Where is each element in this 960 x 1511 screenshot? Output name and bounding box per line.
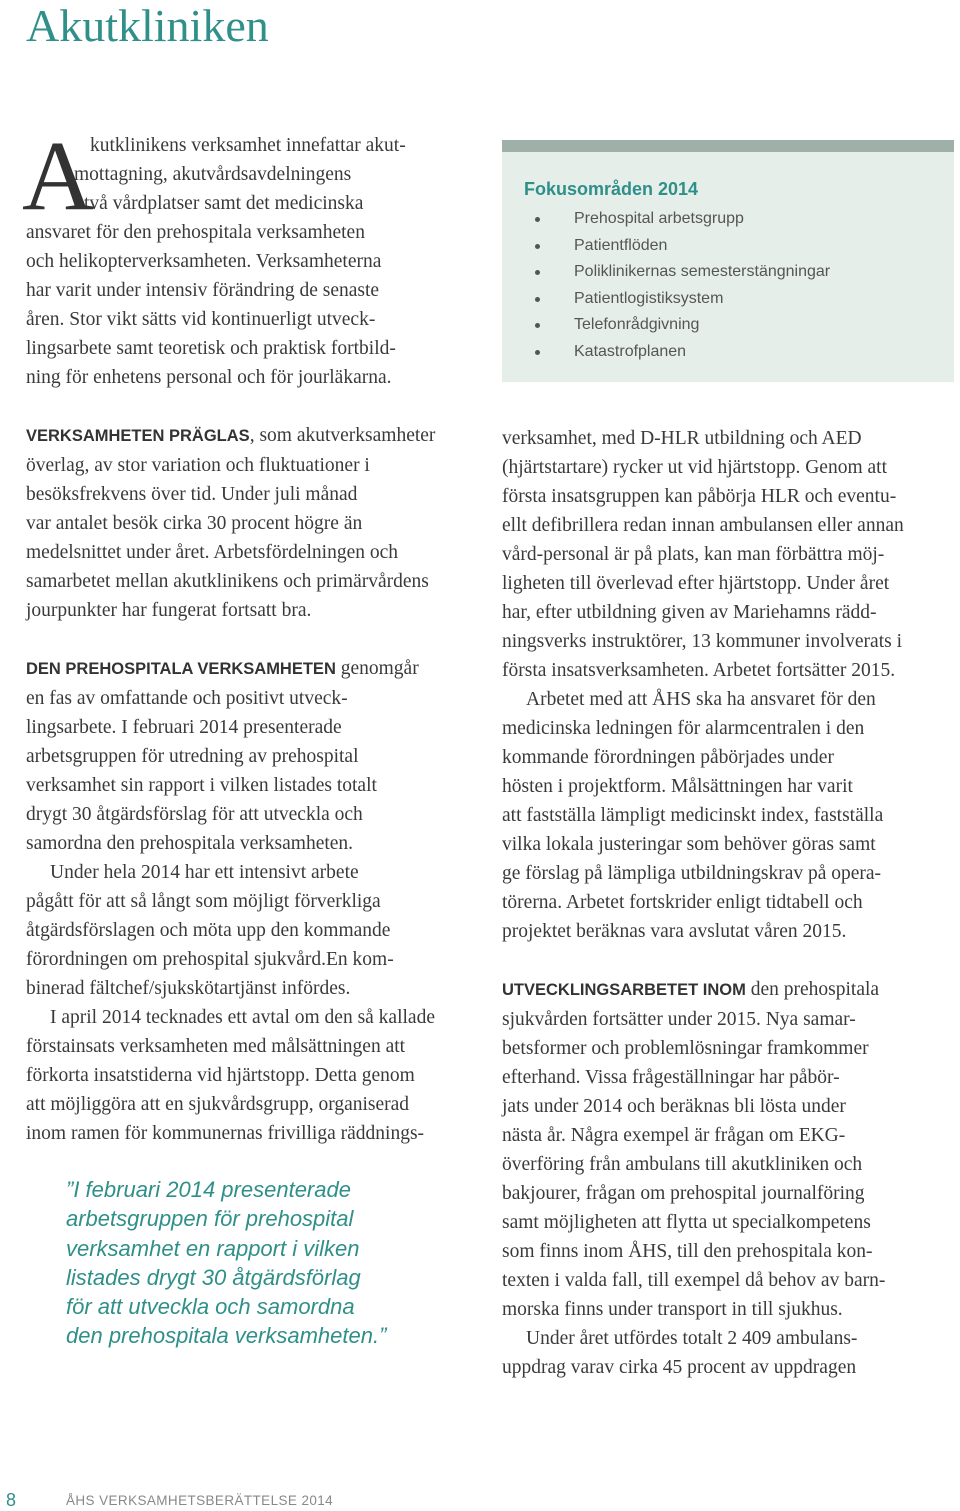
paragraph-i-april-2014 — [26, 1003, 481, 1148]
text-line: att fastställa lämpligt medicinskt index, fastställa — [502, 805, 884, 826]
text-line: vilka lokala justeringar som behöver göras samt — [502, 834, 876, 855]
text-line: en fas av omfattande och positivt utveck- — [26, 688, 348, 709]
text-line: Under hela 2014 har ett intensivt arbete — [50, 862, 359, 883]
text-line: Under året utfördes totalt 2 409 ambulans- — [526, 1328, 858, 1349]
text-line: har, efter utbildning given av Mariehamns rädd- — [502, 602, 877, 623]
text-line: förstainsats verksamheten med målsättningen att — [26, 1036, 406, 1057]
text-line: jourpunkter har fungerat fortsatt bra. — [26, 600, 312, 621]
paragraph-prehospitala — [26, 654, 481, 858]
text-line: binerad fältchef/sjukskötartjänst infördes. — [26, 978, 351, 999]
text-line: åtgärdsförslagen och möta upp den kommande — [26, 920, 391, 941]
quote-line: verksamhet en rapport i vilken — [66, 1235, 360, 1261]
lead-in-caps: VERKSAMHETEN PRÄGLAS — [26, 427, 250, 445]
intro-line: har varit under intensiv förändring de senaste — [26, 280, 380, 301]
text-line: jats under 2014 och beräknas bli lösta under — [502, 1096, 846, 1117]
intro-line: mottagning, akutvårdsavdelningens — [74, 164, 352, 185]
text-line: sjukvården fortsätter under 2015. Nya samar- — [502, 1009, 856, 1030]
quote-line: den prehospitala verksamheten.” — [66, 1323, 387, 1349]
text-line: kommande förordningen påbörjades under — [502, 747, 834, 768]
text-line: nästa år. Några exempel är frågan om EKG- — [502, 1125, 846, 1146]
intro-line: ning för enhetens personal och för jourläkarna. — [26, 367, 392, 388]
text-line: Arbetet med att ÅHS ska ha ansvaret för den — [526, 689, 876, 710]
left-column — [26, 421, 481, 1148]
focus-area-item: Poliklinikernas semesterstängningar — [524, 259, 830, 286]
text-line: samt möjligheten att flytta ut specialkompetens — [502, 1212, 871, 1233]
paragraph-verksamheten — [26, 421, 481, 625]
text-line: ligheten till överlevad efter hjärtstopp. Under året — [502, 573, 890, 594]
lead-in-caps: DEN PREHOSPITALA VERKSAMHETEN — [26, 660, 336, 678]
drop-cap: A — [22, 120, 95, 231]
text-line: första insatsverksamheten. Arbetet fortsätter 2015. — [502, 660, 896, 681]
text-line: första insatsgruppen kan påbörja HLR och eventu- — [502, 486, 897, 507]
text-line: var antalet besök cirka 30 procent högre än — [26, 513, 363, 534]
paragraph-ambulansuppdrag — [502, 1324, 954, 1382]
paragraph-utvecklingsarbetet — [502, 975, 954, 1324]
text-line: besöksfrekvens över tid. Under juli månad — [26, 484, 358, 505]
text-line: texten i valda fall, till exempel då behov av barn- — [502, 1270, 886, 1291]
focus-areas-list — [524, 206, 830, 366]
text-line: förkorta insatstiderna vid hjärtstopp. Detta genom — [26, 1065, 415, 1086]
intro-line: och helikopterverksamheten. Verksamheterna — [26, 251, 382, 272]
intro-line: lingsarbete samt teoretisk och praktisk fortbild- — [26, 338, 396, 359]
intro-line: ansvaret för den prehospitala verksamheten — [26, 222, 365, 243]
page-footer — [0, 1488, 400, 1510]
text-line: ellt defibrillera redan innan ambulansen eller annan — [502, 515, 904, 536]
text-line: efterhand. Vissa frågeställningar har påbör- — [502, 1067, 840, 1088]
paragraph-forsta-insats — [502, 424, 954, 685]
text-line: lingsarbete. I februari 2014 presenterade — [26, 717, 342, 738]
text-line: samordna den prehospitala verksamheten. — [26, 833, 354, 854]
text-line: ge förslag på lämpliga utbildningskrav på opera- — [502, 863, 882, 884]
text-line: hösten i projektform. Målsättningen har varit — [502, 776, 853, 797]
page-number: 8 — [6, 1490, 17, 1510]
pull-quote — [66, 1175, 426, 1351]
text-line: , som akutverksamheter — [249, 425, 436, 446]
page-title: Akutkliniken — [26, 0, 269, 51]
text-line: inom ramen för kommunernas frivilliga räddnings- — [26, 1123, 425, 1144]
intro-paragraph — [22, 120, 476, 392]
text-line: genomgår — [335, 658, 419, 679]
text-line: verksamhet, med D-HLR utbildning och AED — [502, 428, 862, 449]
text-line: medelsnittet under året. Arbetsfördelningen och — [26, 542, 399, 563]
text-line: överföring från ambulans till akutkliniken och — [502, 1154, 863, 1175]
quote-line: listades drygt 30 åtgärdsförlag — [66, 1264, 361, 1290]
lead-in-caps: UTVECKLINGSARBETET INOM — [502, 981, 746, 999]
intro-line: kutklinikens verksamhet innefattar akut- — [90, 135, 406, 156]
text-line: betsformer och problemlösningar framkommer — [502, 1038, 869, 1059]
text-line: förordningen om prehospital sjukvård.En kom- — [26, 949, 394, 970]
text-line: medicinska ledningen för alarmcentralen i den — [502, 718, 865, 739]
text-line: pågått för att så långt som möjligt förverkliga — [26, 891, 381, 912]
text-line: bakjourer, frågan om prehospital journalföring — [502, 1183, 865, 1204]
report-name: ÅHS VERKSAMHETSBERÄTTELSE 2014 — [66, 1493, 334, 1508]
text-line: drygt 30 åtgärdsförslag för att utveckla och — [26, 804, 363, 825]
intro-line: åren. Stor vikt sätts vid kontinuerligt utveck- — [26, 309, 376, 330]
focus-areas-heading: Fokusområden 2014 — [524, 179, 699, 199]
text-line: (hjärtstartare) rycker ut vid hjärtstopp. Genom att — [502, 457, 887, 478]
text-line: I april 2014 tecknades ett avtal om den så kallade — [50, 1007, 435, 1028]
quote-line: för att utveckla och samordna — [66, 1294, 355, 1320]
text-line: törerna. Arbetet fortskrider enligt tidtabell och — [502, 892, 863, 913]
paragraph-alarmcentralen — [502, 685, 954, 946]
quote-line: ”I februari 2014 presenterade — [66, 1177, 351, 1202]
text-line: ningsverks instruktörer, 13 kommuner involverats i — [502, 631, 902, 652]
focus-area-item: Katastrofplanen — [524, 339, 830, 366]
paragraph-under-hela-2014 — [26, 858, 481, 1003]
text-line: verksamhet sin rapport i vilken listades totalt — [26, 775, 377, 796]
focus-area-item: Patientflöden — [524, 233, 830, 260]
text-line: överlag, av stor variation och fluktuationer i — [26, 455, 370, 476]
text-line: projektet beräknas vara avslutat våren 2015. — [502, 921, 847, 942]
quote-line: arbetsgruppen för prehospital — [66, 1206, 354, 1232]
text-line: vård-personal är på plats, kan man förbättra möj- — [502, 544, 885, 565]
focus-area-item: Patientlogistiksystem — [524, 286, 830, 313]
text-line: morska finns under transport in till sjukhus. — [502, 1299, 843, 1320]
text-line: samarbetet mellan akutklinikens och primärvårdens — [26, 571, 429, 592]
text-line: uppdrag varav cirka 45 procent av uppdragen — [502, 1357, 857, 1378]
text-line: den prehospitala — [745, 979, 880, 1000]
text-line: som finns inom ÅHS, till den prehospitala kon- — [502, 1241, 873, 1262]
focus-area-item: Prehospital arbetsgrupp — [524, 206, 830, 233]
intro-line: två vårdplatser samt det medicinska — [84, 193, 364, 214]
focus-area-item: Telefonrådgivning — [524, 312, 830, 339]
focus-areas-box — [502, 140, 954, 382]
text-line: att möjliggöra att en sjukvårdsgrupp, organiserad — [26, 1094, 410, 1115]
text-line: arbetsgruppen för utredning av prehospital — [26, 746, 359, 767]
right-column — [502, 424, 954, 1382]
